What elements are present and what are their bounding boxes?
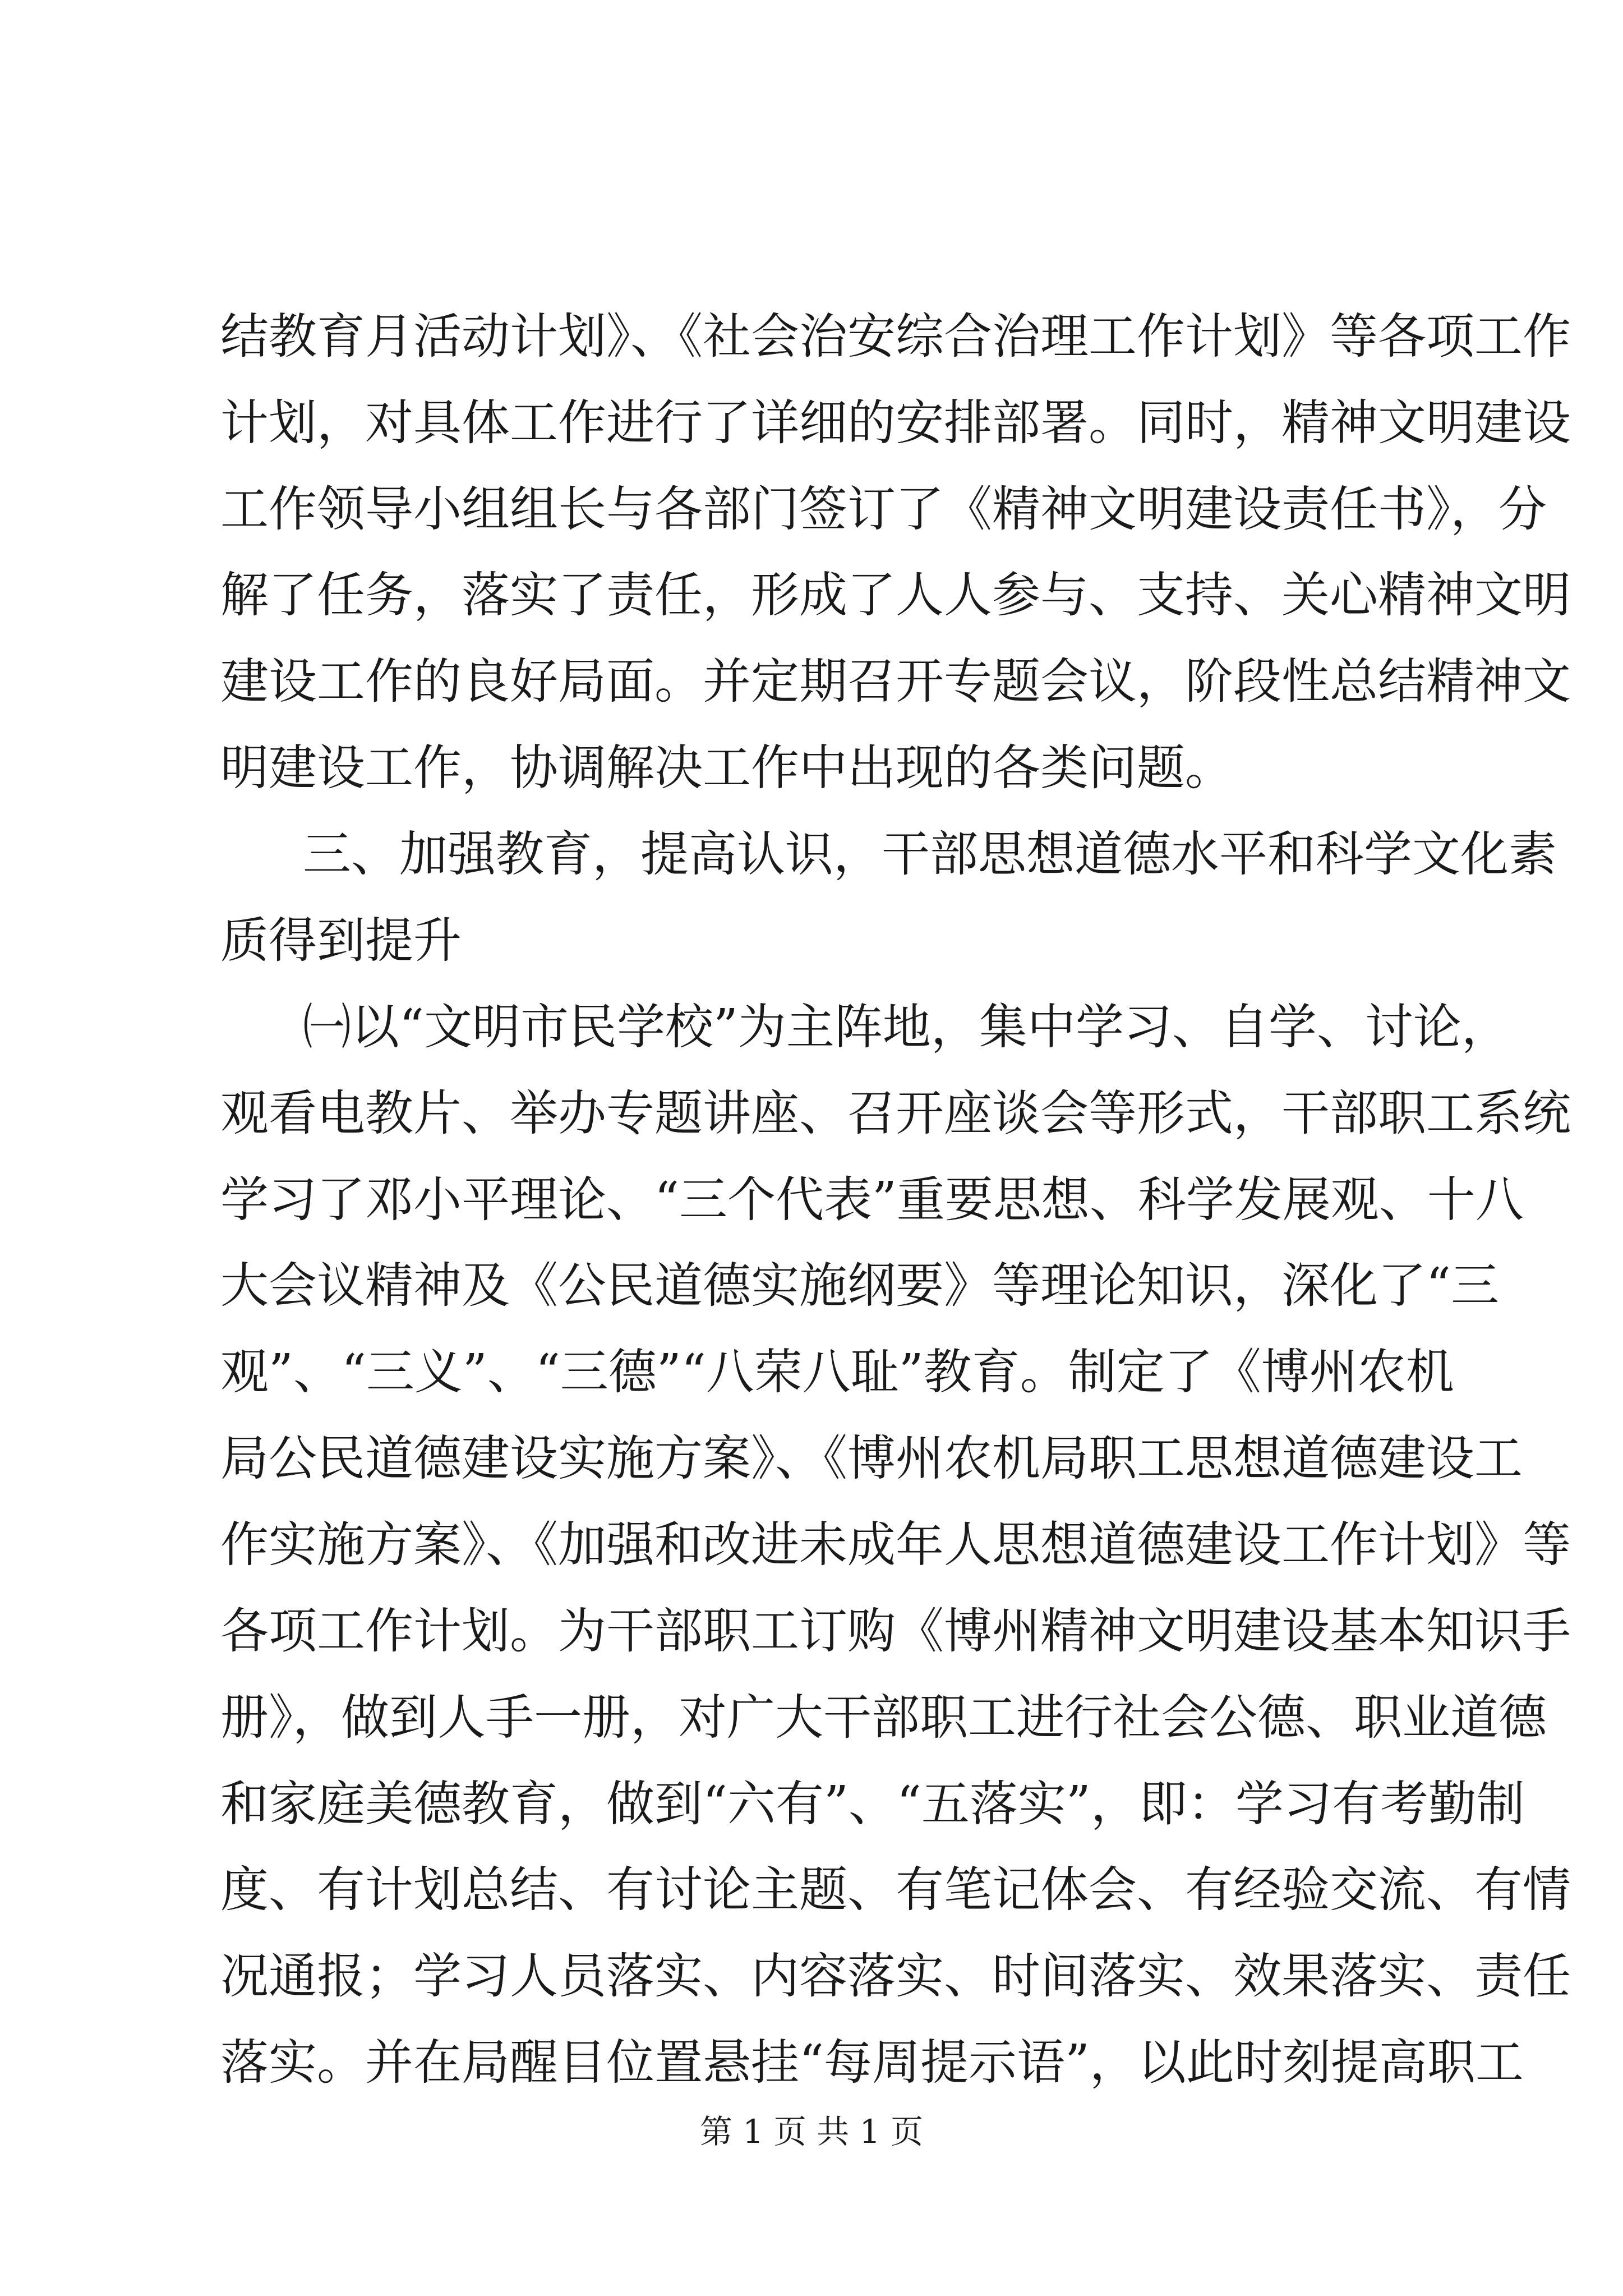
text-line: 计划，对具体工作进行了详细的安排部署。同时，精神文明建设: [220, 395, 1571, 451]
text-line: 和家庭美德教育，做到“六有”、“五落实”，即：学习有考勤制: [220, 1776, 1525, 1832]
text-line: 度、有计划总结、有讨论主题、有笔记体会、有经验交流、有情: [220, 1862, 1571, 1918]
text-line: 落实。并在局醒目位置悬挂“每周提示语”，以此时刻提高职工: [220, 2035, 1524, 2091]
text-line: 解了任务，落实了责任，形成了人人参与、支持、关心精神文明: [220, 567, 1571, 623]
text-line: 结教育月活动计划》、《社会治安综合治理工作计划》等各项工作: [220, 309, 1571, 365]
text-line: 观”、“三义”、“三德”“八荣八耻”教育。制定了《博州农机: [220, 1344, 1454, 1400]
page-number-footer: 第 1 页 共 1 页: [700, 2113, 923, 2151]
text-line: 工作领导小组组长与各部门签订了《精神文明建设责任书》，分: [220, 481, 1547, 537]
text-line: 况通报；学习人员落实、内容落实、时间落实、效果落实、责任: [220, 1948, 1571, 2004]
text-line: 作实施方案》、《加强和改进未成年人思想道德建设工作计划》等: [220, 1517, 1571, 1573]
text-line: 建设工作的良好局面。并定期召开专题会议，阶段性总结精神文: [220, 654, 1571, 710]
text-line: 各项工作计划。为干部职工订购《博州精神文明建设基本知识手: [220, 1603, 1571, 1659]
text-line: 观看电教片、举办专题讲座、召开座谈会等形式，干部职工系统: [220, 1085, 1571, 1142]
text-line: 局公民道德建设实施方案》、《博州农机局职工思想道德建设工: [220, 1430, 1523, 1487]
section-heading: 三、加强教育，提高认识，干部思想道德水平和科学文化素: [303, 826, 1557, 882]
text-line: 大会议精神及《公民道德实施纲要》等理论知识，深化了“三: [220, 1258, 1499, 1314]
section-heading-continued: 质得到提升: [220, 913, 462, 969]
text-line: 册》，做到人手一册，对广大干部职工进行社会公德、职业道德: [220, 1690, 1547, 1746]
paragraph-start: ㈠以“文明市民学校”为主阵地，集中学习、自学、讨论，: [303, 999, 1510, 1055]
text-line: 明建设工作，协调解决工作中出现的各类问题。: [220, 740, 1233, 796]
text-line: 学习了邓小平理论、“三个代表”重要思想、科学发展观、十八: [220, 1172, 1524, 1228]
